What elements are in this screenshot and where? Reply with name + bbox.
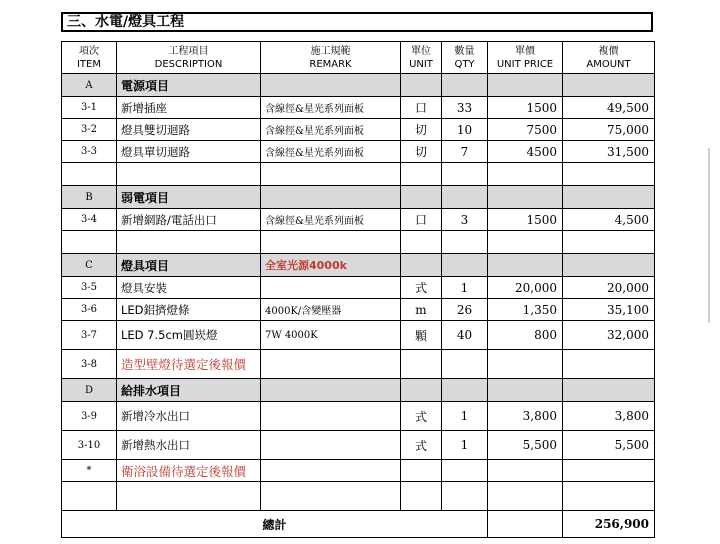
remark-cell [261,482,401,511]
unit-price-cell [488,74,563,97]
description-cell: 燈具項目 [117,254,261,277]
qty-cell [442,231,488,254]
unit-price-cell [488,186,563,209]
qty-cell: 1 [442,402,488,431]
total-label: 總計 [62,511,488,538]
qty-cell [442,163,488,186]
amount-cell: 31,500 [563,141,655,163]
remark-cell: 含線徑&星光系列面板 [261,141,401,163]
unit-cell [401,460,442,482]
description-cell: LED 7.5cm圓崁燈 [117,321,261,350]
description-cell [117,231,261,254]
header-unit-price: 單價 UNIT PRICE [488,42,563,74]
item-code-cell: 3-10 [62,431,117,460]
table-row [62,299,655,321]
item-code-cell: C [62,254,117,277]
unit-cell [401,163,442,186]
unit-price-cell [488,482,563,511]
item-code-cell: A [62,74,117,97]
remark-cell [261,460,401,482]
unit-cell [401,186,442,209]
table-header-row [62,42,655,74]
table-row [62,119,655,141]
table-row [62,97,655,119]
unit-price-cell: 1500 [488,209,563,231]
unit-price-cell: 4500 [488,141,563,163]
description-cell: 新增插座 [117,97,261,119]
item-code-cell: 3-8 [62,350,117,379]
blank-row [62,231,655,254]
unit-cell [401,74,442,97]
amount-cell [563,379,655,402]
remark-cell: 含線徑&星光系列面板 [261,209,401,231]
item-code-cell [62,482,117,511]
unit-cell [401,482,442,511]
unit-price-cell [488,379,563,402]
description-cell: 燈具雙切迴路 [117,119,261,141]
unit-price-cell: 1500 [488,97,563,119]
amount-cell [563,254,655,277]
unit-cell: 顆 [401,321,442,350]
unit-cell: 式 [401,277,442,299]
header-item: 項次 ITEM [62,42,117,74]
unit-price-cell [488,350,563,379]
item-code-cell: 3-5 [62,277,117,299]
description-cell: 給排水項目 [117,379,261,402]
amount-cell: 35,100 [563,299,655,321]
description-cell [117,482,261,511]
qty-cell [442,186,488,209]
qty-cell: 26 [442,299,488,321]
blank-row [62,482,655,511]
description-cell: 弱電項目 [117,186,261,209]
unit-price-cell [488,231,563,254]
item-code-cell [62,231,117,254]
qty-cell [442,254,488,277]
unit-price-cell: 800 [488,321,563,350]
unit-cell: 式 [401,402,442,431]
section-row [62,74,655,97]
remark-cell [261,186,401,209]
amount-cell [563,350,655,379]
description-cell: 新增冷水出口 [117,402,261,431]
section-row [62,186,655,209]
unit-price-cell [488,460,563,482]
qty-cell: 1 [442,277,488,299]
item-code-cell: 3-2 [62,119,117,141]
item-code-cell: 3-7 [62,321,117,350]
amount-cell [563,186,655,209]
header-qty: 數量 QTY [442,42,488,74]
unit-cell [401,254,442,277]
description-cell: 新增熱水出口 [117,431,261,460]
item-code-cell: 3-1 [62,97,117,119]
unit-cell: 口 [401,209,442,231]
section-title: 三、水電/燈具工程 [61,12,653,32]
unit-price-cell: 7500 [488,119,563,141]
item-code-cell: D [62,379,117,402]
description-cell: 造型壁燈待選定後報價 [117,350,261,379]
description-cell [117,163,261,186]
unit-cell [401,350,442,379]
item-code-cell: 3-6 [62,299,117,321]
remark-cell [261,163,401,186]
table-row [62,321,655,350]
qty-cell [442,482,488,511]
unit-cell [401,379,442,402]
unit-cell: 式 [401,431,442,460]
remark-cell [261,74,401,97]
qty-cell: 7 [442,141,488,163]
unit-price-cell: 20,000 [488,277,563,299]
amount-cell [563,460,655,482]
qty-cell [442,350,488,379]
total-amount: 256,900 [563,511,655,538]
description-cell: 燈具單切迴路 [117,141,261,163]
remark-cell [261,379,401,402]
description-cell: 燈具安裝 [117,277,261,299]
unit-price-cell [488,163,563,186]
description-cell: 電源項目 [117,74,261,97]
remark-cell [261,402,401,431]
remark-cell: 4000K/含變壓器 [261,299,401,321]
table-row [62,141,655,163]
amount-cell: 20,000 [563,277,655,299]
qty-cell [442,379,488,402]
amount-cell: 49,500 [563,97,655,119]
remark-cell [261,350,401,379]
amount-cell: 4,500 [563,209,655,231]
qty-cell: 33 [442,97,488,119]
qty-cell: 40 [442,321,488,350]
amount-cell [563,231,655,254]
amount-cell [563,74,655,97]
blank-row [62,163,655,186]
unit-cell: 切 [401,141,442,163]
qty-cell: 10 [442,119,488,141]
qty-cell [442,74,488,97]
unit-cell: 口 [401,97,442,119]
unit-cell: 切 [401,119,442,141]
section-row [62,254,655,277]
table-row [62,350,655,379]
remark-cell: 7W 4000K [261,321,401,350]
description-cell: 新增網路/電話出口 [117,209,261,231]
remark-cell [261,231,401,254]
remark-cell [261,277,401,299]
qty-cell [442,460,488,482]
quote-table [61,41,655,538]
unit-price-cell: 5,500 [488,431,563,460]
remark-cell: 全室光源4000k [261,254,401,277]
remark-cell [261,431,401,460]
total-row [62,511,655,538]
unit-price-cell: 3,800 [488,402,563,431]
description-cell: 衛浴設備待選定後報價 [117,460,261,482]
amount-cell: 5,500 [563,431,655,460]
unit-cell: m [401,299,442,321]
amount-cell: 75,000 [563,119,655,141]
unit-price-cell: 1,350 [488,299,563,321]
unit-price-cell [488,254,563,277]
header-amount: 複價 AMOUNT [563,42,655,74]
scrollbar-edge [708,148,710,323]
header-remark: 施工規範 REMARK [261,42,401,74]
table-row [62,209,655,231]
remark-cell: 含線徑&星光系列面板 [261,119,401,141]
item-code-cell: 3-3 [62,141,117,163]
amount-cell: 3,800 [563,402,655,431]
header-unit: 單位 UNIT [401,42,442,74]
description-cell: LED鋁擠燈條 [117,299,261,321]
qty-cell: 1 [442,431,488,460]
item-code-cell: 3-4 [62,209,117,231]
amount-cell [563,482,655,511]
table-body [62,74,655,511]
amount-cell: 32,000 [563,321,655,350]
unit-cell [401,231,442,254]
table-row [62,402,655,431]
total-spacer [488,511,563,538]
qty-cell: 3 [442,209,488,231]
amount-cell [563,163,655,186]
section-row [62,379,655,402]
item-code-cell: B [62,186,117,209]
remark-cell: 含線徑&星光系列面板 [261,97,401,119]
item-code-cell: * [62,460,117,482]
table-row [62,277,655,299]
table-row [62,431,655,460]
table-row [62,460,655,482]
header-description: 工程項目 DESCRIPTION [117,42,261,74]
item-code-cell: 3-9 [62,402,117,431]
item-code-cell [62,163,117,186]
